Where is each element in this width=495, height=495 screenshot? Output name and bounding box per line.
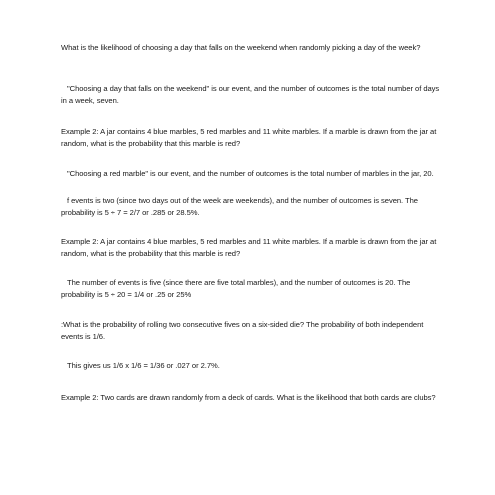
paragraph-weekend-question: What is the likelihood of choosing a day that falls on the weekend when randomly picking a day of the week?	[61, 43, 421, 52]
paragraph-marble-probability: The number of events is five (since there are five total marbles), and the number of outcomes is 20. The probability is 5 ÷ 20 = 1/4 or .25 or 25%	[61, 278, 411, 299]
paragraph-marble-event: "Choosing a red marble" is our event, and the number of outcomes is the total number of marbles in the jar, 20.	[67, 169, 434, 178]
paragraph-marble-example-1: Example 2: A jar contains 4 blue marbles, 5 red marbles and 11 white marbles. If a marble is drawn from the jar at random, what is the probability that this marble is red?	[61, 127, 437, 148]
paragraph-cards-example: Example 2: Two cards are drawn randomly from a deck of cards. What is the likelihood that both cards are clubs?	[61, 393, 436, 402]
paragraph-weekend-event: "Choosing a day that falls on the weekend" is our event, and the number of outcomes is the total number of days in a week, seven.	[61, 84, 440, 105]
paragraph-dice-question: :What is the probability of rolling two consecutive fives on a six-sided die? The probability of both independent events is 1/6.	[61, 320, 424, 341]
paragraph-dice-probability: This gives us 1/6 x 1/6 = 1/36 or .027 or 2.7%.	[67, 361, 220, 370]
paragraph-marble-example-2: Example 2: A jar contains 4 blue marbles, 5 red marbles and 11 white marbles. If a marble is drawn from the jar at random, what is the probability that this marble is red?	[61, 237, 437, 258]
paragraph-weekend-probability: f events is two (since two days out of the week are weekends), and the number of outcomes is seven. The probability is 5 ÷ 7 = 2/7 or .285 or 28.5%.	[61, 196, 418, 217]
